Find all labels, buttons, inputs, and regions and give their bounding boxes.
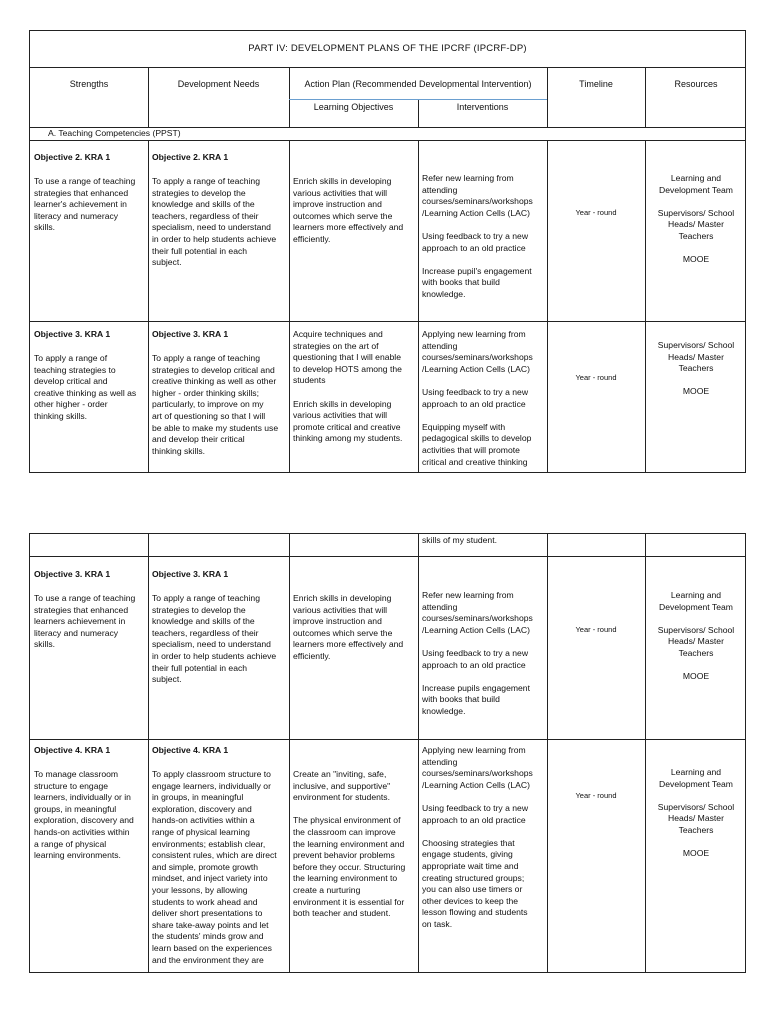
strength-text: To use a range of teaching strategies that enhanced learner's achievement in literacy and numeracy skills. <box>34 176 136 233</box>
need-title: Objective 2. KRA 1 <box>152 152 229 162</box>
page-title: PART IV: DEVELOPMENT PLANS OF THE IPCRF (IPCRF-DP) <box>248 43 527 54</box>
timeline-text: Year - round <box>575 625 617 634</box>
divider <box>30 556 745 557</box>
divider <box>418 140 419 472</box>
divider <box>30 67 745 68</box>
objective-text: Create an "inviting, safe, inclusive, and supportive" environment for students. The physical environment of the classroom can improve the learning environment and prevent behavior problems before they occur. Structuring the learning environment to create a nurturing environment it is essential for both teacher and student. <box>293 769 406 919</box>
divider <box>148 534 149 972</box>
header-development-needs: Development Needs <box>177 79 260 89</box>
objective-text: Enrich skills in developing various activities that will improve instruction and outcomes which serve the learners more effectively and efficiently. <box>293 176 404 244</box>
header-learning-objectives: Learning Objectives <box>313 102 394 112</box>
header-action-plan: Action Plan (Recommended Developmental Intervention) <box>304 79 532 89</box>
divider <box>30 321 745 322</box>
intervention-text: Applying new learning from attending courses/seminars/workshops /Learning Action Cells (LAC) Using feedback to try a new approach to an old practice Equipping myself with pedagogical skills to develop activities that will promote critical and creative thinking <box>422 329 533 467</box>
divider <box>289 140 290 472</box>
continuation-text: skills of my student. <box>422 535 497 545</box>
need-title: Objective 4. KRA 1 <box>152 745 229 755</box>
divider <box>418 534 419 972</box>
strength-text: To manage classroom structure to engage learners, individually or in groups, in meaningful exploration, discovery and hands-on activities within a range of physical learning environments. <box>34 769 134 861</box>
divider <box>148 140 149 472</box>
header-resources: Resources <box>674 79 718 89</box>
strength-title: Objective 4. KRA 1 <box>34 745 111 755</box>
need-title: Objective 3. KRA 1 <box>152 569 229 579</box>
intervention-text: Refer new learning from attending courses/seminars/workshops /Learning Action Cells (LAC) Using feedback to try a new approach to an old practice Increase pupil's engagement with books that build knowledge. <box>422 173 533 299</box>
divider <box>30 140 745 141</box>
divider <box>289 99 547 100</box>
resources-text: Learning and Development Team Supervisors/ School Heads/ Master Teachers MOOE <box>657 767 735 859</box>
divider <box>289 534 290 972</box>
strength-title: Objective 3. KRA 1 <box>34 569 111 579</box>
header-interventions: Interventions <box>456 102 509 112</box>
need-text: To apply classroom structure to engage learners, individually or in groups, in meaningful exploration, discovery and hands-on activities within a range of physical learning environments; establish clear, consistent rules, which are direct and simple, promote growth mindset, and inject variety into your lessons, by allowing students to work ahead and deliver short presentations to share take-away points and let the students' minds grow and learn based on the experiences and the environment they are <box>152 769 277 965</box>
strength-text: To apply a range of teaching strategies to develop critical and creative thinking as well as other higher - order thinking skills. <box>34 353 137 421</box>
ipcrf-dp-table-page-1 <box>29 30 746 473</box>
timeline-text: Year - round <box>575 208 617 217</box>
need-title: Objective 3. KRA 1 <box>152 329 229 339</box>
intervention-text: Applying new learning from attending courses/seminars/workshops /Learning Action Cells (LAC) Using feedback to try a new approach to an old practice Choosing strategies that engage students, giving appropriate wait time and creating structured groups; you can also use timers or other devices to keep the lesson flowing and students on task. <box>422 745 533 929</box>
resources-text: Supervisors/ School Heads/ Master Teachers MOOE <box>657 340 735 397</box>
strength-text: To use a range of teaching strategies that enhanced learners achievement in literacy and numeracy skills. <box>34 593 136 650</box>
divider <box>645 67 646 127</box>
divider <box>547 67 548 127</box>
objective-text: Enrich skills in developing various activities that will improve instruction and outcomes which serve the learners more effectively and efficiently. <box>293 593 404 661</box>
need-text: To apply a range of teaching strategies to develop critical and creative thinking as well as other higher - order thinking skills; particularly, to improve on my art of questioning so that I will be able to make my students use and develop their critical thinking skills. <box>152 353 279 456</box>
divider <box>30 739 745 740</box>
resources-text: Learning and Development Team Supervisors/ School Heads/ Master Teachers MOOE <box>657 590 735 682</box>
divider <box>148 67 149 127</box>
need-text: To apply a range of teaching strategies to develop the knowledge and skills of the teachers, regardless of their specialism, need to understand in order to help students achieve their full potential in each subject. <box>152 593 277 685</box>
header-strengths: Strengths <box>69 79 109 89</box>
need-text: To apply a range of teaching strategies to develop the knowledge and skills of the teachers, regardless of their specialism, need to understand in order to help students achieve their full potential in each subject. <box>152 176 277 268</box>
divider <box>289 67 290 127</box>
timeline-text: Year - round <box>575 791 617 800</box>
resources-text: Learning and Development Team Supervisors/ School Heads/ Master Teachers MOOE <box>657 173 735 265</box>
divider <box>547 140 548 472</box>
strength-title: Objective 2. KRA 1 <box>34 152 111 162</box>
objective-text: Acquire techniques and strategies on the art of questioning that I will enable to develop HOTS among the students Enrich skills in developing various activities that will promote critical and creative thinking among my students. <box>293 329 403 444</box>
header-timeline: Timeline <box>579 79 613 89</box>
section-label: A. Teaching Competencies (PPST) <box>48 128 181 138</box>
strength-title: Objective 3. KRA 1 <box>34 329 111 339</box>
timeline-text: Year - round <box>575 373 617 382</box>
intervention-text: Refer new learning from attending courses/seminars/workshops /Learning Action Cells (LAC) Using feedback to try a new approach to an old practice Increase pupils engagement with books that build knowledge. <box>422 590 533 716</box>
ipcrf-dp-table-page-2 <box>29 533 746 973</box>
divider <box>547 534 548 972</box>
